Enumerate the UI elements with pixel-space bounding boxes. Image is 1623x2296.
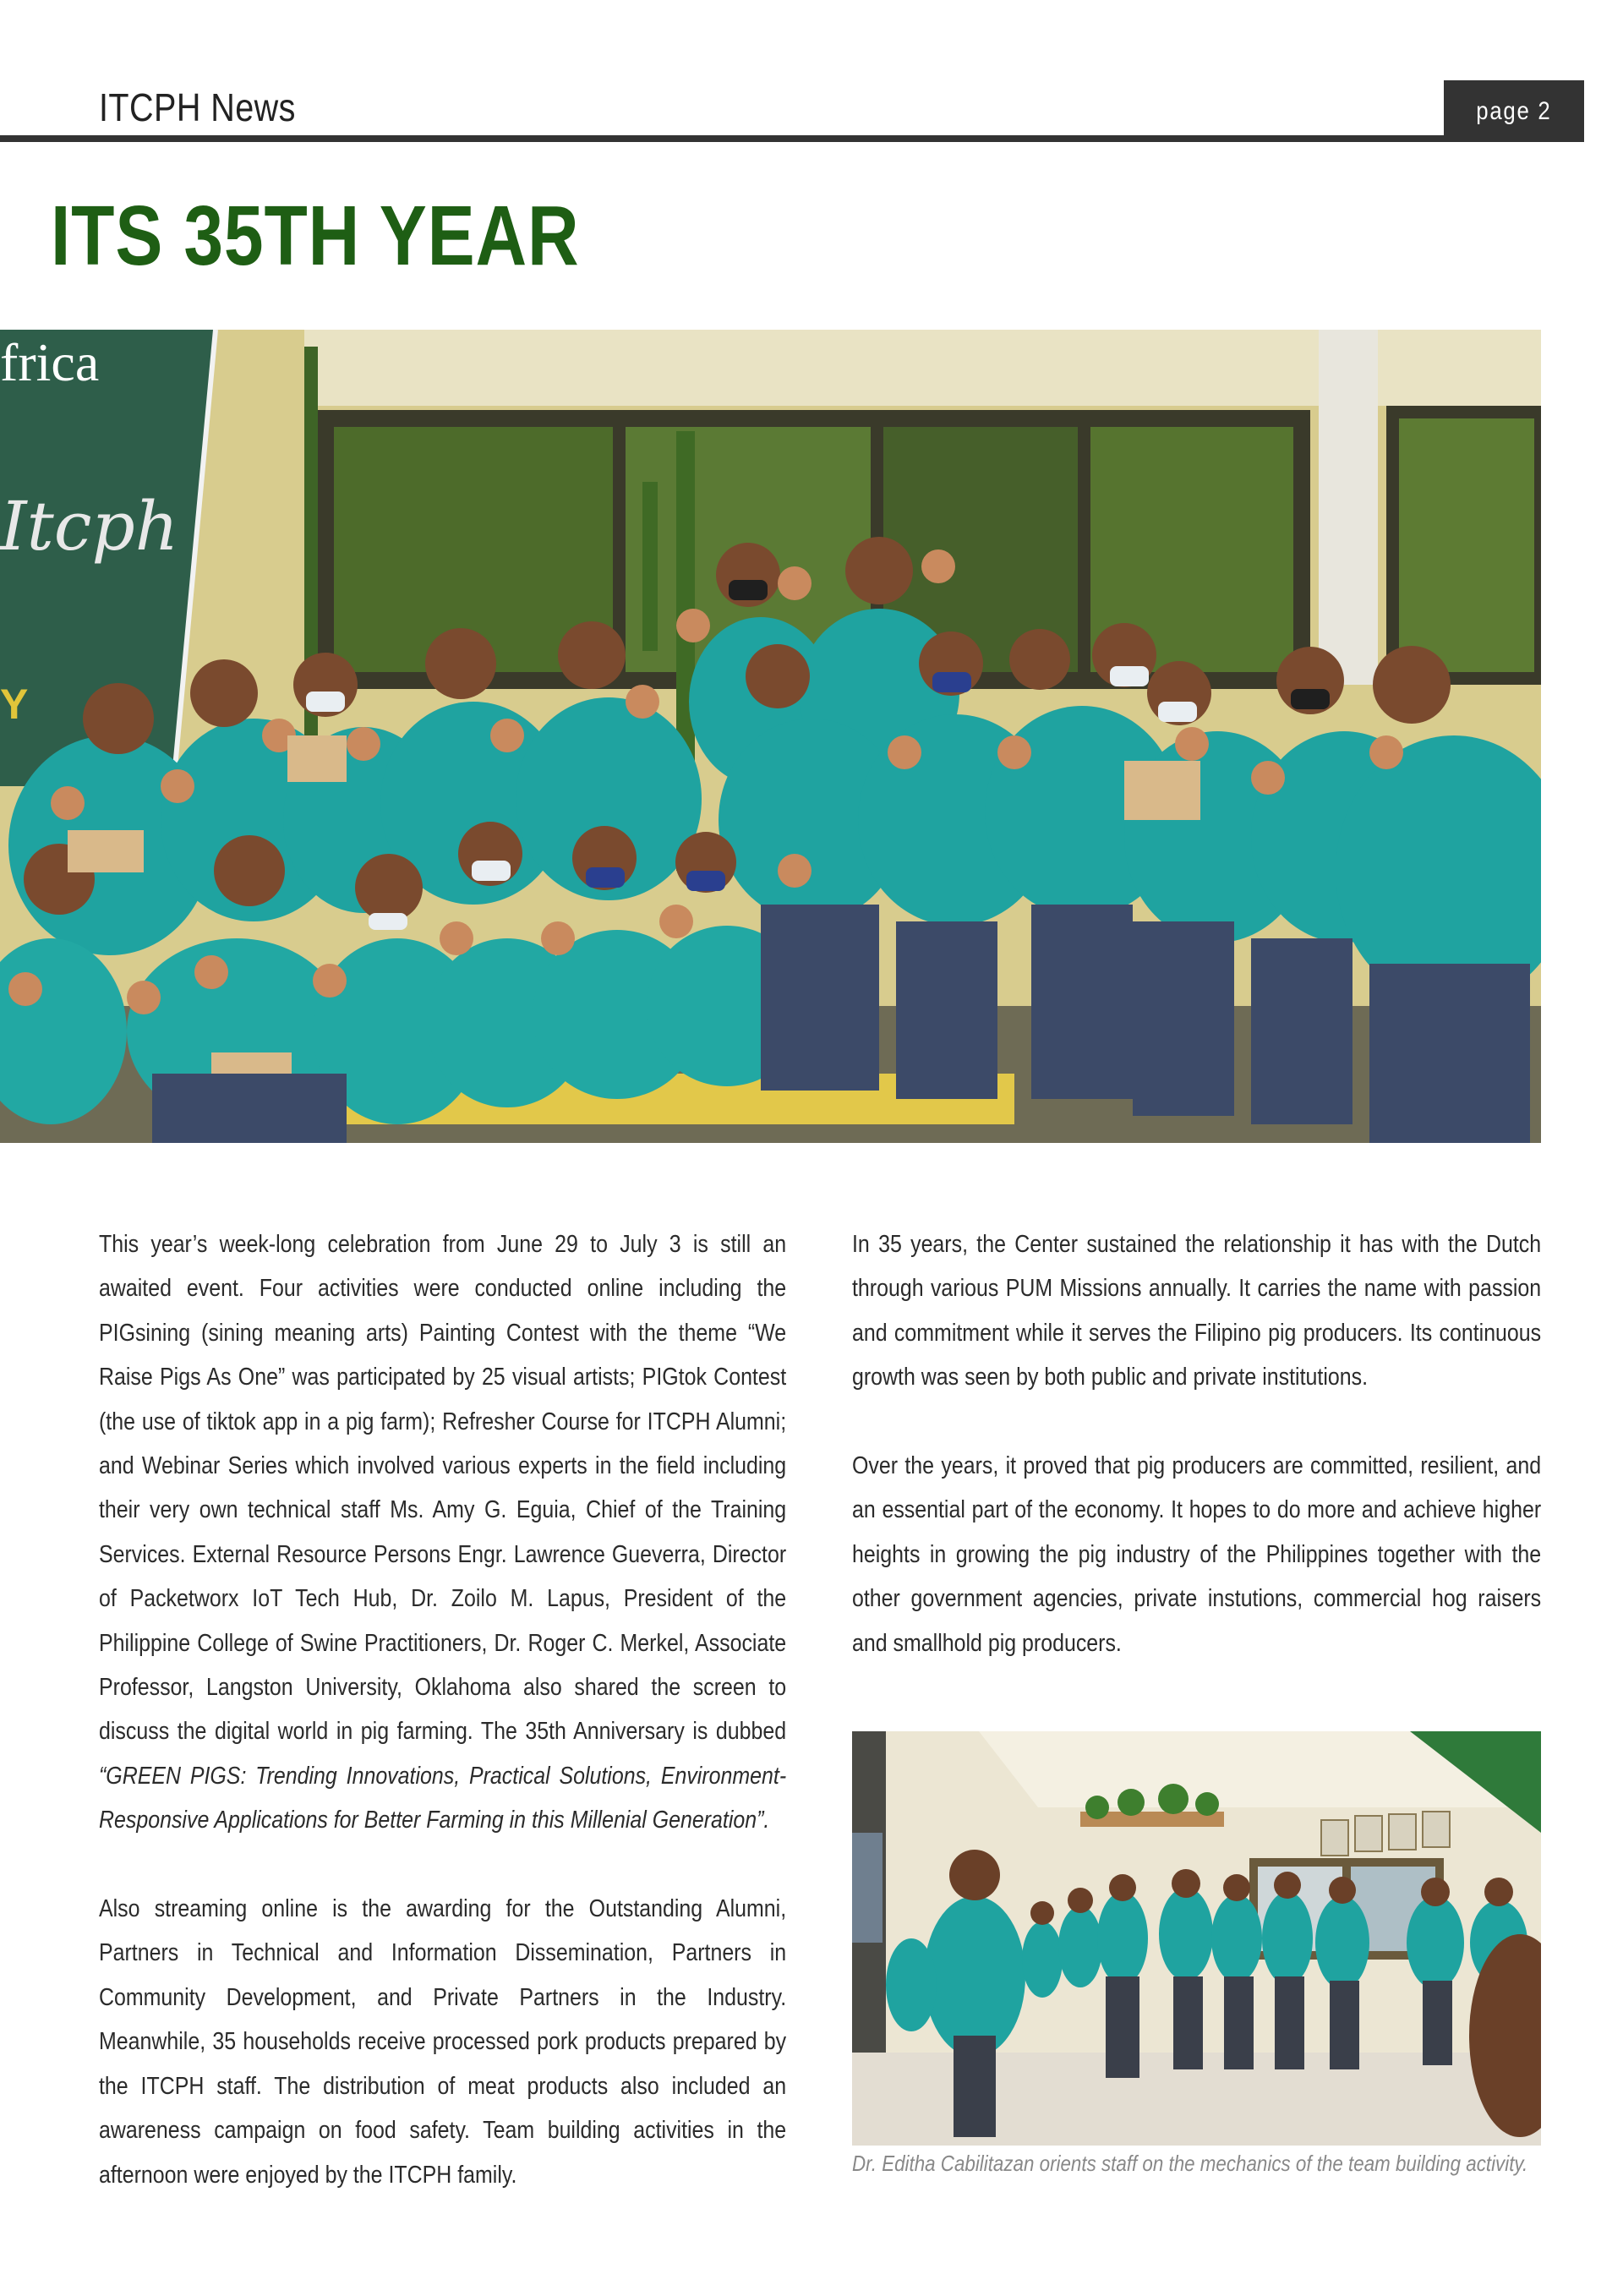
anniversary-theme: “GREEN PIGS: Trending Innovations, Practical Solutions, Environment-Responsive Applications for Better Farming in this Millenial Generation”. bbox=[99, 1762, 787, 1834]
article-paragraph-3: In 35 years, the Center sustained the relationship it has with the Dutch through various PUM Missions annually. It carries the name with passion and commitment while it serves the Filipino pig producers. Its continuous growth was seen by both public and private institutions. bbox=[852, 1231, 1542, 1391]
banner-text-2: Itcph bbox=[0, 487, 179, 566]
header-rule bbox=[0, 135, 1444, 142]
group-photo bbox=[0, 330, 1541, 1143]
article-paragraph-1-text: This year’s week-long celebration from June 29 to July 3 is still an awaited event. Four activities were conducted online including the PIGsining (sining meaning arts) Painting Contest with the theme “We Raise Pigs As One” was participated by 25 visual artists; PIGtok Contest (the use of tiktok app in a pig farm); Refresher Course for ITCPH Alumni; and Webinar Series which involved various experts in the field including their very own technical staff Ms. Amy G. Eguia, Chief of the Training Services. External Resource Persons Engr. Lawrence Gueverra, Director of Packetworx IoT Tech Hub, Dr. Zoilo M. Lapus, President of the Philippine College of Swine Practitioners, Dr. Roger C. Merkel, Associate Professor, Langston University, Oklahoma also shared the screen to discuss the digital world in pig farming. The 35th Anniversary is dubbed bbox=[99, 1231, 787, 1746]
banner-text-3: Y bbox=[0, 681, 29, 728]
photo-caption: Dr. Editha Cabilitazan orients staff on the mechanics of the team building activity. bbox=[852, 2151, 1528, 2176]
article-headline: ITS 35TH YEAR bbox=[51, 189, 580, 283]
banner-text-1: frica bbox=[0, 332, 100, 392]
publication-title: ITCPH News bbox=[99, 85, 296, 129]
article-column-right bbox=[852, 1222, 1541, 1665]
article-paragraph-2: Also streaming online is the awarding for the Outstanding Alumni, Partners in Technical and Information Dissemination, Partners in Community Development, and Private Partners in the Industry. Meanwhile, 35 households receive processed pork products prepared by the ITCPH staff. The distribution of meat products also included an awareness campaign on food safety. Team building activities in the afternoon were enjoyed by the ITCPH family. bbox=[99, 1895, 787, 2189]
article-column-left bbox=[99, 1222, 786, 2197]
article-paragraph-4: Over the years, it proved that pig producers are committed, resilient, and an essential part of the economy. It hopes to do more and achieve higher heights in growing the pig industry of the Philippines together with the other government agencies, private instutions, commercial hog raisers and smallhold pig producers. bbox=[852, 1452, 1542, 1657]
page-number-tab bbox=[1444, 80, 1584, 142]
article-paragraph-1 bbox=[99, 1222, 786, 1843]
page-number-label: page 2 bbox=[1476, 96, 1552, 125]
team-building-photo bbox=[852, 1731, 1541, 2146]
